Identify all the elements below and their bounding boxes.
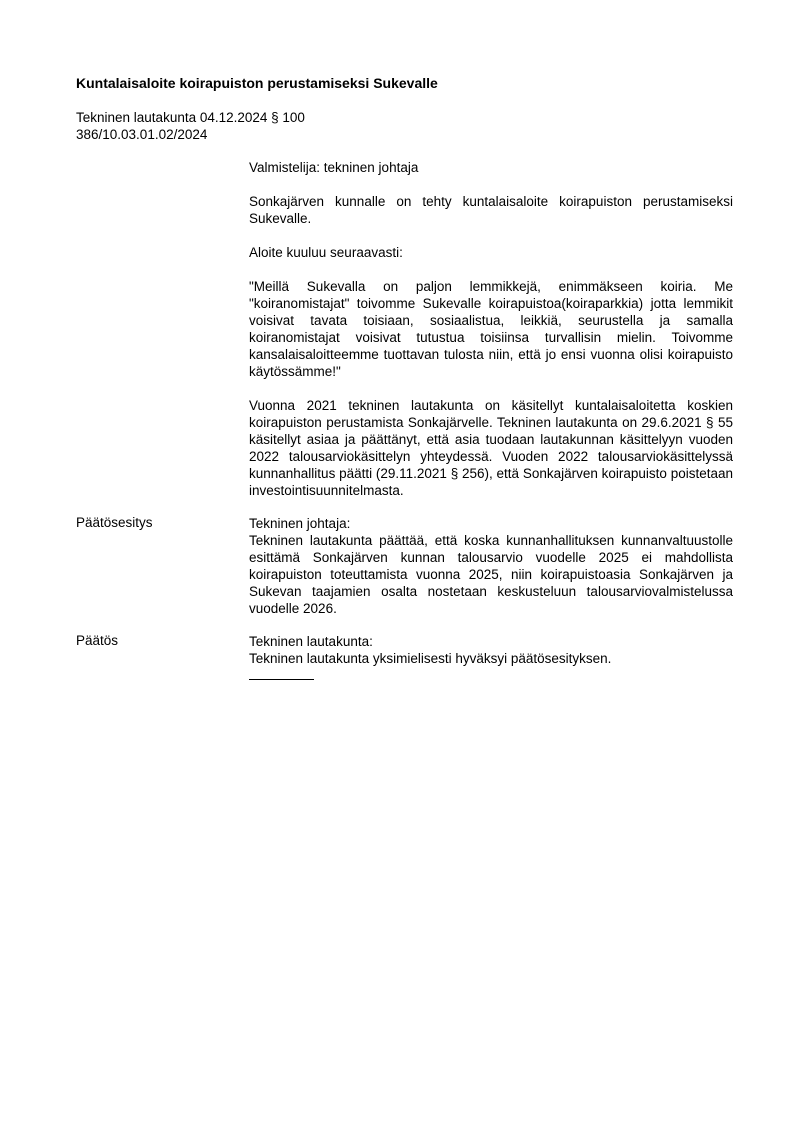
proposal-label: Päätösesitys bbox=[76, 515, 153, 530]
end-rule bbox=[249, 679, 314, 680]
decision-body: Tekninen lautakunta: bbox=[249, 634, 373, 649]
decision-text: Tekninen lautakunta yksimielisesti hyväksyi päätösesityksen. bbox=[249, 651, 612, 666]
record-number: 386/10.03.01.02/2024 bbox=[76, 126, 208, 142]
initiative-intro: Aloite kuuluu seuraavasti: bbox=[249, 245, 403, 260]
proposal-presenter: Tekninen johtaja: bbox=[249, 516, 351, 531]
document-title: Kuntalaisaloite koirapuiston perustamiseksi Sukevalle bbox=[76, 75, 438, 91]
preparer-line: Valmistelija: tekninen johtaja bbox=[249, 160, 419, 175]
intro-paragraph: Sonkajärven kunnalle on tehty kuntalaisaloite koirapuiston perustamiseksi Sukevalle. bbox=[249, 194, 733, 226]
meeting-line: Tekninen lautakunta 04.12.2024 § 100 bbox=[76, 110, 305, 125]
initiative-quote: "Meillä Sukevalla on paljon lemmikkejä, enimmäkseen koiria. Me "koiranomistajat" toivomme Sukevalle koirapuistoa(koiraparkkia) jotta lemmikit voisivat tavata toisiaan, sosiaalistua, leikkiä, seurustella ja samalla koiranomistajat voisivat tutustua toisiinsa turvallisin mielin. Toivomme kansalaisaloitteemme tuottavan tulosta niin, että jo ensi vuonna olisi koirapuisto käytössämme!" bbox=[249, 279, 733, 379]
meeting-reference bbox=[76, 110, 305, 143]
history-paragraph: Vuonna 2021 tekninen lautakunta on käsitellyt kuntalaisaloitetta koskien koirapuiston perustamista Sonkajärvelle. Tekninen lautakunta on 29.6.2021 § 55 käsitellyt asiaa ja päättänyt, että asia tuodaan lautakunnan käsittelyyn vuoden 2022 talousarviokäsittelyn yhteydessä. Vuoden 2022 talousarviokäsittelyssä kunnanhallitus päätti (29.11.2021 § 256), että Sonkajärven koirapuisto poistetaan investointisuunnitelmasta. bbox=[249, 398, 733, 498]
decision-label: Päätös bbox=[76, 633, 119, 648]
proposal-text: Tekninen lautakunta päättää, että koska kunnanhallituksen kunnanvaltuustolle esittämä Sonkajärven kunnan talousarvio vuodelle 2025 ei mahdollista koirapuiston toteuttamista vuonna 2025, niin koirapuistoasia Sonkajärven ja Sukevan taajamien osalta nostetaan keskusteluun talousarviovalmistelussa vuodelle 2026. bbox=[249, 533, 733, 616]
